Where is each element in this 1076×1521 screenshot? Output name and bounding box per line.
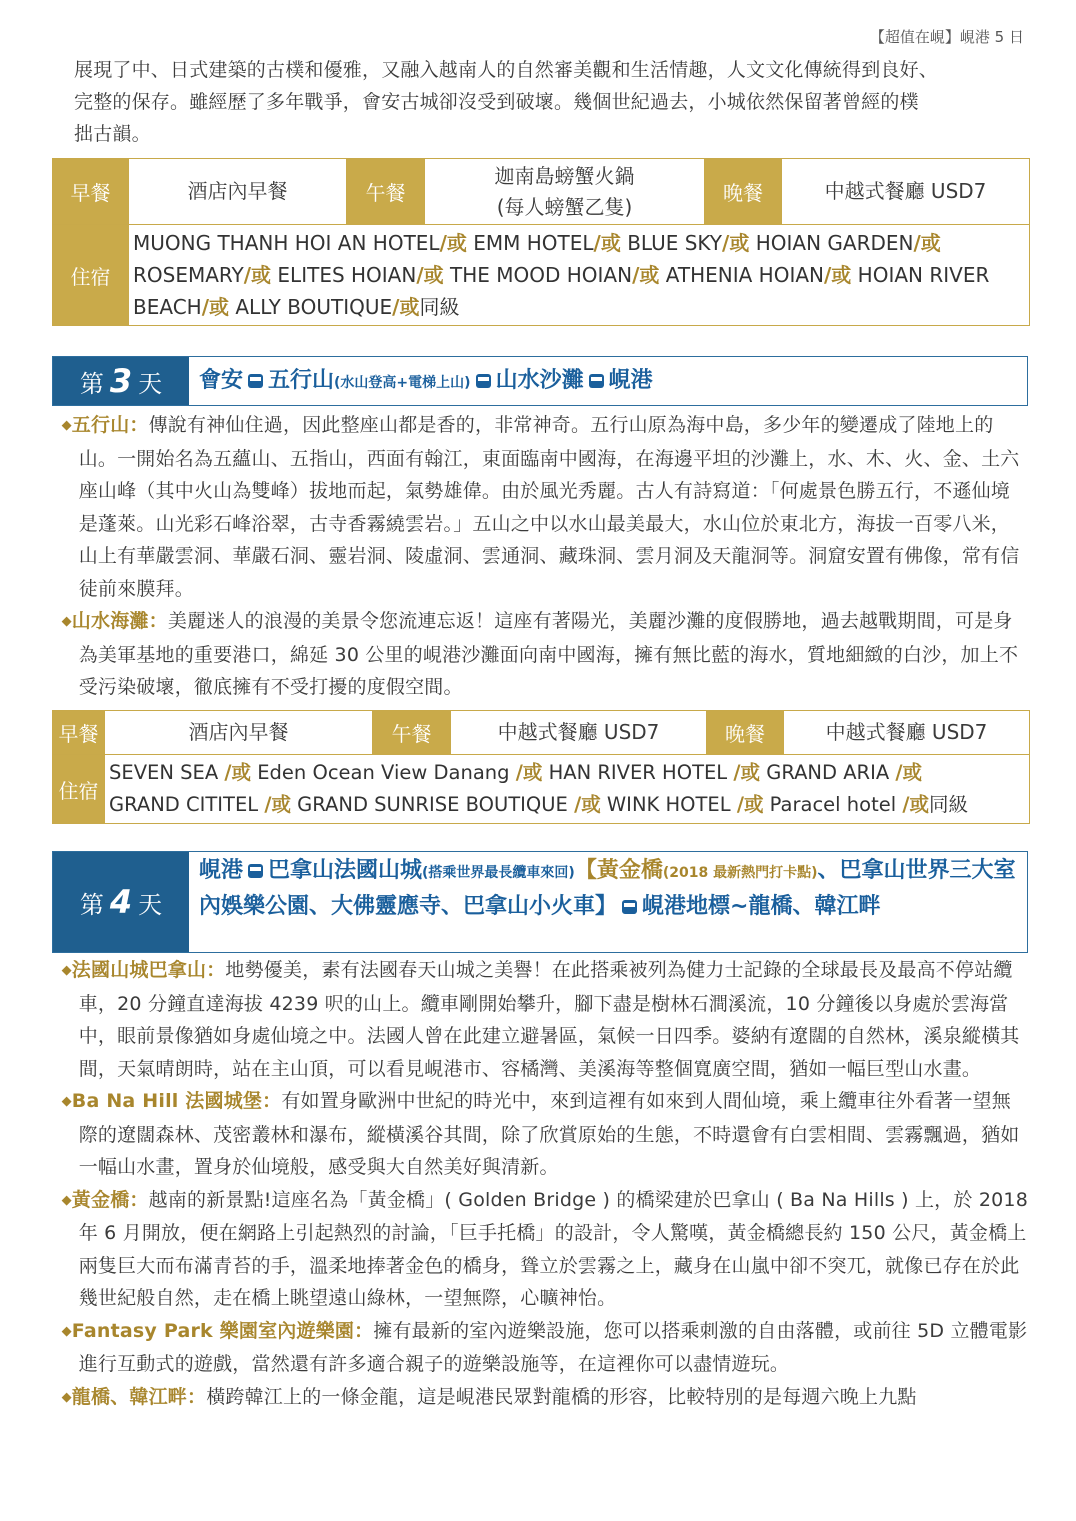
section-paragraph (54, 1381, 1029, 1415)
route-stop: 會安 (199, 368, 244, 393)
section-paragraph (54, 605, 1029, 704)
bus-icon (248, 864, 263, 878)
section-paragraph (54, 1184, 1029, 1315)
hotel-name: HAN RIVER HOTEL (548, 761, 734, 784)
intro-line: 展現了中、日式建築的古樸和優雅，又融入越南人的自然審美觀和生活情趣，人文文化傳統得到良好、 (74, 59, 939, 81)
route-note: (水山登高+電梯上山) (334, 375, 471, 391)
diamond-bullet-icon: ◆ (61, 1323, 72, 1339)
header-bracket-left: 【 (869, 28, 885, 46)
dinner-label: 晚餐 (705, 159, 782, 225)
route-stop: 巴拿山法國山城 (268, 858, 423, 883)
hotel-list (129, 225, 1030, 326)
hotel-name: Eden Ocean View Danang (257, 761, 516, 784)
day3-header (52, 356, 1028, 406)
page-header (870, 26, 1024, 47)
header-title: 峴港 5 日 (959, 28, 1024, 46)
or-separator: /或 (416, 263, 444, 287)
or-separator: /或 (264, 793, 291, 816)
header-bracket-right: 】 (944, 28, 960, 46)
section-keyword: 龍橋、韓江畔： (71, 1385, 207, 1408)
hotel-name: ROSEMARY (133, 263, 244, 287)
hotel-name: THE MOOD HOIAN (450, 263, 633, 287)
lunch-line: (每人螃蟹乙隻) (496, 194, 633, 219)
day4-route (189, 852, 1027, 952)
hotel-name: ATHENIA HOIAN (665, 263, 824, 287)
same-class-text: 同級 (419, 295, 460, 319)
or-separator: /或 (392, 295, 420, 319)
hotel-name: MUONG THANH HOI AN HOTEL (133, 231, 440, 255)
route-stop: 峴港地標~龍橋、韓江畔 (642, 894, 881, 919)
hotel-name: GRAND CITITEL (109, 793, 265, 816)
section-keyword: Fantasy Park 樂園室內遊樂園： (71, 1319, 374, 1342)
day3-sections (54, 409, 1029, 704)
breakfast-value: 酒店內早餐 (129, 159, 347, 225)
hotel-name: ALLY BOUTIQUE (235, 295, 393, 319)
section-paragraph (54, 1315, 1029, 1381)
bracket-close: 】 (595, 894, 618, 919)
section-paragraph (54, 409, 1029, 605)
section-keyword: 黃金橋： (71, 1188, 149, 1211)
or-separator: /或 (913, 231, 941, 255)
or-separator: /或 (824, 263, 852, 287)
or-separator: /或 (515, 761, 543, 784)
route-highlight: 黃金橋 (596, 858, 663, 883)
section-text: 擁有最新的室內遊樂設施，您可以搭乘刺激的自由落體，或前往 5D 立體電影進行互動式的遊戲，當然還有許多適合親子的遊樂設施等，在這裡你可以盡情遊玩。 (78, 1319, 1028, 1375)
day2-meal-table (52, 158, 1030, 326)
or-separator: /或 (632, 263, 660, 287)
breakfast-label: 早餐 (53, 711, 105, 755)
section-keyword: 法國山城巴拿山： (71, 959, 226, 981)
hotel-name: HOIAN GARDEN (755, 231, 914, 255)
or-separator: /或 (201, 295, 230, 319)
intro-line: 完整的保存。雖經歷了多年戰爭，會安古城卻沒受到破壞。幾個世紀過去，小城依然保留著曾經的樸 (74, 91, 919, 113)
or-separator: /或 (733, 761, 760, 784)
or-separator: /或 (895, 761, 923, 784)
day-prefix: 第 (79, 369, 104, 398)
diamond-bullet-icon: ◆ (61, 614, 72, 629)
same-class-text: 同級 (928, 793, 968, 816)
day4-sections (54, 954, 1029, 1414)
hotel-name: GRAND ARIA (766, 761, 896, 784)
bus-icon (622, 900, 637, 914)
diamond-bullet-icon: ◆ (61, 1094, 72, 1109)
lunch-value (425, 159, 705, 225)
section-text: 地勢優美，素有法國春天山城之美譽！在此搭乘被列為健力士記錄的全球最長及最高不停站纜車，20 分鐘直達海拔 4239 呎的山上。纜車剛開始攀升，腳下盡是樹林石澗溪流，10 分鐘後以身處於雲海當中，眼前景像猶如身處仙境之中。法國人曾在此建立避暑區，氣候一日四季。婆納有遼闊的自然林，溪泉縱橫其間，天氣晴朗時，站在主山頂，可以看見峴港市、容橘灣、美溪海等整個寬廣空間，猶如一幅巨型山水畫。 (78, 959, 1020, 1080)
bus-icon (589, 374, 604, 388)
intro-line: 拙古韻。 (74, 123, 151, 145)
dinner-label: 晚餐 (707, 711, 784, 755)
day3-number-badge (53, 357, 189, 405)
hotel-name: BLUE SKY (627, 231, 723, 255)
or-separator: /或 (902, 793, 929, 816)
bracket-open: 【 (574, 858, 597, 883)
or-separator: /或 (439, 231, 467, 255)
lunch-label: 午餐 (347, 159, 425, 225)
diamond-bullet-icon: ◆ (61, 1389, 72, 1405)
section-text: 美麗迷人的浪漫的美景令您流連忘返！這座有著陽光，美麗沙灘的度假勝地，過去越戰期間，可是身為美軍基地的重要港口，綿延 30 公里的峴港沙灘面向南中國海，擁有無比藍的海水，質地細緻的白沙，加上不受污染破壞，徹底擁有不受打擾的度假空間。 (78, 610, 1019, 698)
or-separator: /或 (736, 793, 764, 816)
diamond-bullet-icon: ◆ (61, 418, 72, 433)
dinner-value: 中越式餐廳 USD7 (784, 711, 1030, 755)
hotel-name: ELITES HOIAN (277, 263, 417, 287)
breakfast-label: 早餐 (53, 159, 129, 225)
day4-header (52, 851, 1028, 953)
diamond-bullet-icon: ◆ (61, 1192, 72, 1208)
day3-route (189, 357, 1027, 405)
route-stop: 峴港 (199, 858, 244, 883)
section-text: 越南的新景點!這座名為「黃金橋」( Golden Bridge ) 的橋梁建於巴拿山 ( Ba Na Hills ) 上，於 2018 年 6 月開放，便在網路上引起熱烈的討論，「巨手托橋」的設計，令人驚嘆，黃金橋總長約 150 公尺，黃金橋上兩隻巨大而布滿青苔的手，溫柔地捧著金色的橋身，聳立於雲霧之上，藏身在山嵐中卻不突兀，就像已存在於此幾世紀般自然，走在橋上眺望遠山綠林，一望無際，心曠神怡。 (78, 1188, 1028, 1309)
day-prefix: 第 (79, 890, 104, 919)
lunch-line: 迦南島螃蟹火鍋 (494, 163, 635, 188)
or-separator: /或 (224, 761, 252, 784)
day-number: 4 (109, 883, 133, 921)
section-text: 橫跨韓江上的一條金龍，這是峴港民眾對龍橋的形容，比較特別的是每週六晚上九點 (206, 1385, 917, 1408)
section-keyword: Ba Na Hill 法國城堡： (71, 1090, 282, 1112)
section-keyword: 山水海灘： (71, 610, 168, 632)
section-paragraph (54, 1085, 1029, 1184)
lunch-value: 中越式餐廳 USD7 (451, 711, 707, 755)
hotel-name: HOIAN RIVER BEACH (133, 263, 990, 319)
route-stop: 峴港 (608, 368, 653, 393)
or-separator: /或 (243, 263, 272, 287)
breakfast-value: 酒店內早餐 (105, 711, 373, 755)
or-separator: /或 (574, 793, 601, 816)
section-text: 傳說有神仙住過，因此整座山都是香的，非常神奇。五行山原為海中島，多少年的變遷成了陸地上的山。一開始名為五蘊山、五指山，西面有翰江，東面臨南中國海，在海邊平坦的沙灘上，水、木、火、金、土六座山峰（其中火山為雙峰）拔地而起，氣勢雄偉。由於風光秀麗。古人有詩寫道：「何處景色勝五行，不遜仙境是蓬萊。山光彩石峰浴翠，古寺香霧繞雲岩。」五山之中以水山最美最大，水山位於東北方，海拔一百零八米，山上有華嚴雲洞、華嚴石洞、靈岩洞、陵虛洞、雲通洞、藏珠洞、雲月洞及天龍洞等。洞窟安置有佛像，常有信徒前來膜拜。 (78, 414, 1020, 600)
or-separator: /或 (722, 231, 750, 255)
section-paragraph (54, 954, 1029, 1085)
route-stop: 山水沙灘 (495, 368, 584, 393)
or-separator: /或 (593, 231, 621, 255)
lunch-label: 午餐 (373, 711, 451, 755)
route-note: (搭乘世界最長纜車來回) (422, 865, 575, 881)
header-tag: 超值在峴 (884, 28, 945, 46)
hotel-name: WINK HOTEL (606, 793, 737, 816)
hotel-name: SEVEN SEA (109, 761, 225, 784)
day-suffix: 天 (138, 369, 163, 398)
day-suffix: 天 (138, 890, 163, 919)
intro-paragraph (74, 54, 1034, 150)
section-keyword: 五行山： (71, 414, 149, 436)
bus-icon (476, 374, 491, 388)
hotel-name: EMM HOTEL (473, 231, 594, 255)
route-highlight-note: (2018 最新熱門打卡點) (662, 865, 818, 881)
day4-number-badge (53, 852, 189, 952)
route-stop: 五行山 (268, 368, 335, 393)
diamond-bullet-icon: ◆ (61, 963, 72, 978)
hotel-list (105, 755, 1030, 824)
day3-meal-table (52, 710, 1030, 824)
day-number: 3 (109, 362, 133, 400)
hotel-label: 住宿 (53, 225, 129, 326)
hotel-name: Paracel hotel (769, 793, 903, 816)
dinner-value: 中越式餐廳 USD7 (782, 159, 1030, 225)
bus-icon (248, 374, 263, 388)
hotel-label: 住宿 (53, 755, 105, 824)
route-rest: 、巴拿山世界三大室內娛樂公園、大佛靈應寺、巴拿山小火車 (199, 858, 1016, 919)
section-text: 有如置身歐洲中世紀的時光中，來到這裡有如來到人間仙境，乘上纜車往外看著一望無際的遼闊森林、茂密叢林和瀑布，縱橫溪谷其間，除了欣賞原始的生態，不時還會有白雲相間、雲霧飄過，猶如一幅山水畫，置身於仙境般，感受與大自然美好與清新。 (78, 1090, 1020, 1178)
hotel-name: GRAND SUNRISE BOUTIQUE (297, 793, 575, 816)
